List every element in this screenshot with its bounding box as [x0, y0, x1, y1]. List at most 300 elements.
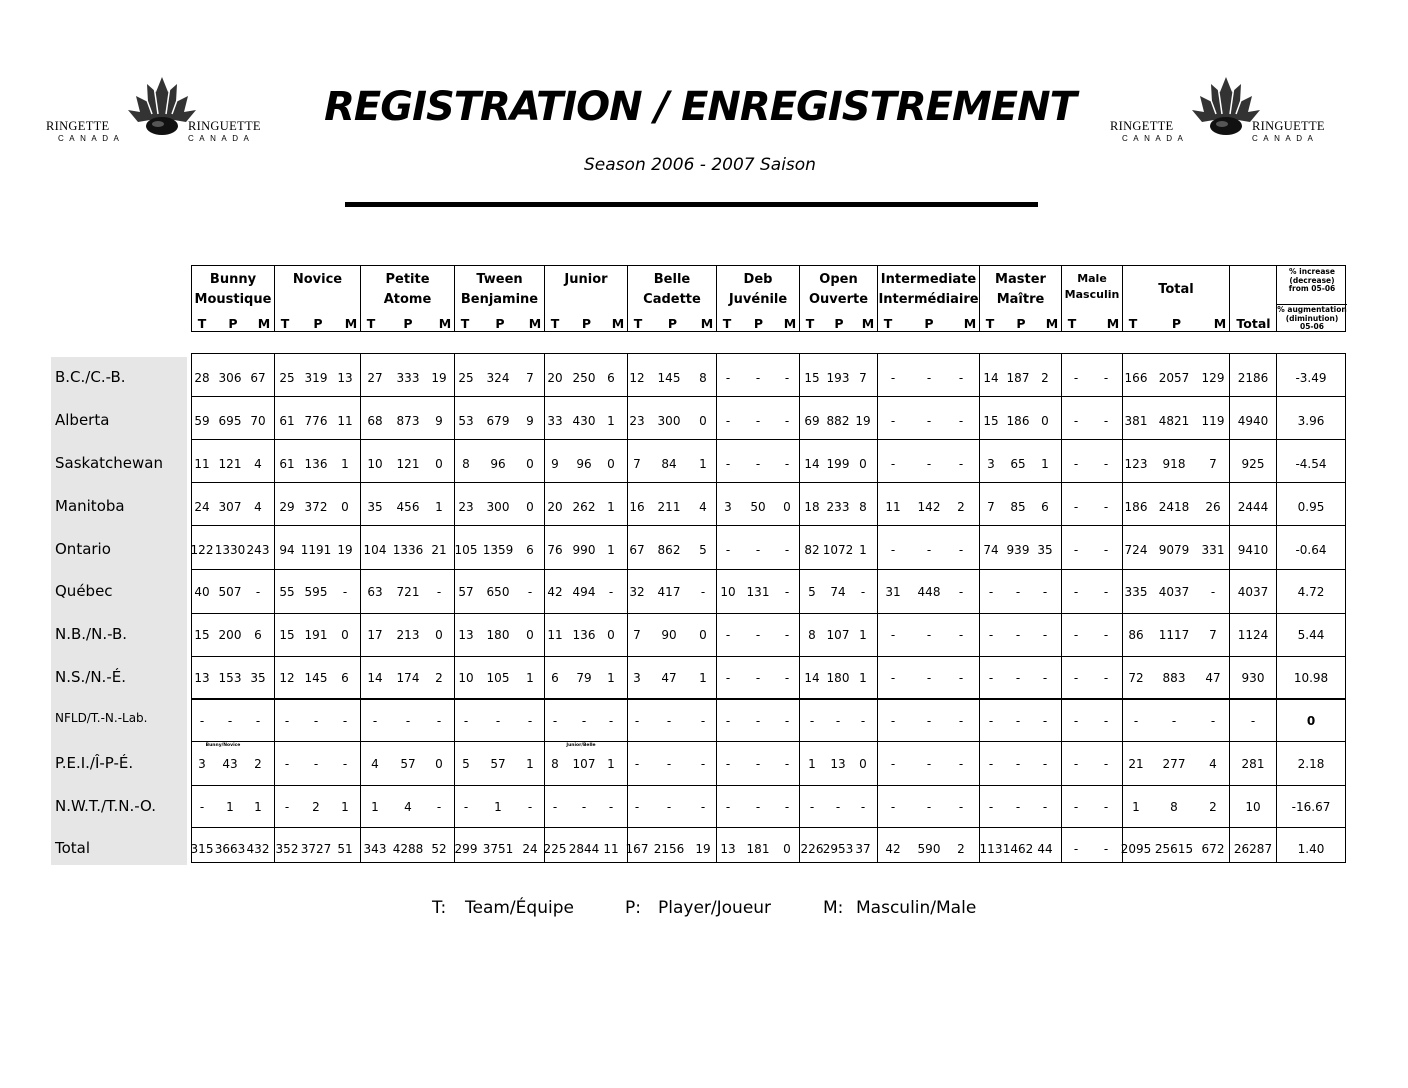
table-cell: 1336 [392, 543, 424, 557]
table-cell: 2844 [568, 842, 600, 856]
table-cell: - [463, 714, 469, 728]
table-cell: - [958, 371, 964, 385]
table-cell: 494 [572, 585, 596, 599]
table-cell: 145 [304, 671, 328, 685]
table-cell: 724 [1124, 543, 1148, 557]
table-cell: 63 [367, 585, 383, 599]
table-cell: 11 [547, 628, 563, 642]
table-cell: 6 [1041, 500, 1049, 514]
table-cell: 2.18 [1297, 757, 1325, 771]
table-cell: - [1042, 585, 1048, 599]
table-cell: 2156 [653, 842, 685, 856]
table-cell: - [755, 371, 761, 385]
table-cell: - [1042, 714, 1048, 728]
row-divider [192, 439, 1345, 440]
table-cell: - [1103, 543, 1109, 557]
table-cell: - [608, 800, 614, 814]
table-cell: 315 [190, 842, 214, 856]
table-cell: 121 [218, 457, 242, 471]
table-cell: 23 [458, 500, 474, 514]
table-cell: - [926, 714, 932, 728]
table-cell: - [958, 585, 964, 599]
table-cell: 10 [367, 457, 383, 471]
column-header-t: T [460, 316, 470, 331]
province-label: Total [55, 839, 91, 857]
table-cell: - [755, 714, 761, 728]
column-header-p: P [924, 316, 934, 331]
table-cell: - [926, 757, 932, 771]
table-cell: 1 [859, 671, 867, 685]
table-cell: 180 [486, 628, 510, 642]
ringette-canada-logo-left [44, 74, 280, 148]
table-cell: - [1073, 371, 1079, 385]
group-header [716, 266, 799, 331]
table-cell: 11 [337, 414, 353, 428]
table-cell: 51 [337, 842, 353, 856]
column-header-m: M [344, 316, 358, 331]
table-cell: - [890, 414, 896, 428]
province-label: N.W.T./T.N.-O. [55, 797, 157, 815]
table-cell: 1 [371, 800, 379, 814]
group-name: Belle Cadette [643, 272, 701, 307]
row-divider [192, 827, 1345, 828]
table-cell: - [552, 800, 558, 814]
table-cell: 862 [657, 543, 681, 557]
table-cell: 9410 [1237, 543, 1269, 557]
group-header [1061, 266, 1122, 331]
group-header [877, 266, 979, 331]
table-cell: 0 [1306, 714, 1316, 728]
logo-sub-right: CANADA [188, 134, 255, 143]
table-cell: 1072 [822, 543, 854, 557]
table-cell: 1 [699, 457, 707, 471]
pct-header-en: % increase (decrease) from 05-06 [1288, 267, 1336, 293]
table-cell: 47 [1205, 671, 1221, 685]
table-cell: 0 [341, 628, 349, 642]
table-cell: 105 [454, 543, 478, 557]
logo-sub-left: CANADA [58, 134, 125, 143]
table-cell: - [527, 585, 533, 599]
table-cell: - [1073, 714, 1079, 728]
table-cell: - [755, 757, 761, 771]
table-cell: 3 [724, 500, 732, 514]
table-cell: 2057 [1158, 371, 1190, 385]
table-cell: 14 [367, 671, 383, 685]
table-cell: - [835, 714, 841, 728]
table-cell: - [809, 714, 815, 728]
table-cell: 28 [194, 371, 210, 385]
table-cell: 5 [462, 757, 470, 771]
table-cell: 26 [1205, 500, 1221, 514]
table-cell: 94 [279, 543, 295, 557]
table-cell: 8 [808, 628, 816, 642]
table-cell: - [784, 714, 790, 728]
group-header [1122, 266, 1229, 331]
table-cell: 4 [254, 457, 262, 471]
table-cell: 42 [885, 842, 901, 856]
table-cell: 15 [194, 628, 210, 642]
table-cell: 82 [804, 543, 820, 557]
table-cell: 0 [435, 457, 443, 471]
column-header-t: T [280, 316, 290, 331]
table-cell: - [926, 800, 932, 814]
table-cell: - [227, 714, 233, 728]
table-cell: - [581, 800, 587, 814]
logo-sub-right: CANADA [1252, 134, 1319, 143]
row-divider [192, 613, 1345, 614]
column-header-p: P [495, 316, 505, 331]
table-cell: 85 [1010, 500, 1026, 514]
table-cell: - [988, 757, 994, 771]
table-cell: 0 [699, 414, 707, 428]
table-cell: - [860, 800, 866, 814]
column-header-p: P [667, 316, 678, 331]
table-cell: - [463, 800, 469, 814]
table-cell: 19 [431, 371, 447, 385]
table-cell: 42 [547, 585, 563, 599]
column-header-p: P [228, 316, 238, 331]
column-header-m: M [438, 316, 452, 331]
table-cell: 1191 [300, 543, 332, 557]
table-cell: 13 [458, 628, 474, 642]
table-cell: - [926, 543, 932, 557]
table-cell: 3 [987, 457, 995, 471]
table-cell: 10 [458, 671, 474, 685]
table-cell: 25 [279, 371, 295, 385]
table-cell: 307 [218, 500, 242, 514]
table-cell: -0.64 [1295, 543, 1327, 557]
table-cell: 129 [1201, 371, 1225, 385]
group-header [274, 266, 360, 331]
table-cell: 250 [572, 371, 596, 385]
table-cell: 14 [983, 371, 999, 385]
table-cell: 153 [218, 671, 242, 685]
table-cell: 17 [367, 628, 383, 642]
table-cell: 883 [1162, 671, 1186, 685]
table-cell: 925 [1241, 457, 1265, 471]
table-cell: 61 [279, 414, 295, 428]
table-cell: 9 [435, 414, 443, 428]
table-cell: 226 [800, 842, 824, 856]
table-cell: - [284, 714, 290, 728]
table-cell: 47 [661, 671, 677, 685]
table-cell: 90 [661, 628, 677, 642]
table-cell: - [1103, 457, 1109, 471]
table-cell: 324 [486, 371, 510, 385]
table-cell: - [755, 457, 761, 471]
row-divider [192, 656, 1345, 657]
column-header-m: M [1045, 316, 1059, 331]
table-cell: - [890, 457, 896, 471]
pct-change-header [1276, 266, 1347, 331]
table-cell: 6 [341, 671, 349, 685]
table-cell: 107 [572, 757, 596, 771]
table-cell: - [784, 585, 790, 599]
table-cell: 23 [629, 414, 645, 428]
table-cell: 70 [250, 414, 266, 428]
group-header [979, 266, 1061, 331]
table-cell: 5 [808, 585, 816, 599]
table-cell: - [1133, 714, 1139, 728]
table-cell: 456 [396, 500, 420, 514]
table-cell: 35 [367, 500, 383, 514]
table-cell: - [1103, 585, 1109, 599]
table-cell: 33 [547, 414, 563, 428]
group-name: Junior [564, 272, 608, 287]
table-cell: 186 [1124, 500, 1148, 514]
group-name: Intermediate Intermédiaire [878, 272, 979, 307]
table-cell: 0 [699, 628, 707, 642]
table-cell: 0 [783, 842, 791, 856]
group-name: Master Maître [995, 272, 1046, 307]
table-cell: 20 [547, 371, 563, 385]
table-cell: 18 [804, 500, 820, 514]
table-cell: 300 [486, 500, 510, 514]
table-cell: - [725, 628, 731, 642]
table-cell: 4821 [1158, 414, 1190, 428]
table-cell: - [755, 543, 761, 557]
table-cell: 1359 [482, 543, 514, 557]
table-cell: 650 [486, 585, 510, 599]
table-cell: - [958, 628, 964, 642]
table-cell: - [342, 585, 348, 599]
table-cell: 1 [607, 671, 615, 685]
table-cell: 11 [885, 500, 901, 514]
table-cell: 1 [254, 800, 262, 814]
table-cell: 1 [699, 671, 707, 685]
table-cell: - [725, 457, 731, 471]
province-label: N.B./N.-B. [55, 625, 128, 643]
table-cell: - [926, 628, 932, 642]
table-cell: 5.44 [1297, 628, 1325, 642]
table-cell: - [890, 800, 896, 814]
legend-text: Team/Équipe [465, 898, 574, 918]
season-subtitle: Season 2006 - 2007 Saison [584, 155, 816, 175]
table-cell: 96 [576, 457, 592, 471]
group-name: Total [1158, 282, 1194, 297]
table-cell: - [1073, 543, 1079, 557]
column-header-t: T [550, 316, 560, 331]
logo-sub-left: CANADA [1122, 134, 1189, 143]
table-cell: - [784, 757, 790, 771]
table-cell: 211 [657, 500, 681, 514]
group-name: Novice [292, 272, 343, 287]
table-cell: 1 [526, 757, 534, 771]
table-cell: 1 [607, 414, 615, 428]
table-cell: - [666, 714, 672, 728]
table-cell: 53 [458, 414, 474, 428]
table-cell: 50 [750, 500, 766, 514]
table-cell: 0 [526, 500, 534, 514]
province-label: Québec [55, 582, 113, 600]
table-cell: 25 [458, 371, 474, 385]
table-cell: - [784, 628, 790, 642]
table-cell: - [1073, 414, 1079, 428]
table-cell: 679 [486, 414, 510, 428]
table-cell: 930 [1241, 671, 1265, 685]
table-cell: 16 [629, 500, 645, 514]
table-cell: 191 [304, 628, 328, 642]
table-cell: - [1015, 671, 1021, 685]
table-cell: 193 [826, 371, 850, 385]
table-cell: 0 [1041, 414, 1049, 428]
column-header-t: T [633, 316, 643, 331]
table-cell: 72 [1128, 671, 1144, 685]
table-cell: 333 [396, 371, 420, 385]
table-cell: 187 [1006, 371, 1030, 385]
table-cell: 174 [396, 671, 420, 685]
table-cell: - [890, 543, 896, 557]
table-cell: 21 [431, 543, 447, 557]
table-cell: 84 [661, 457, 677, 471]
table-cell: - [527, 800, 533, 814]
table-cell: - [725, 714, 731, 728]
table-cell: 13 [720, 842, 736, 856]
group-name: Deb Juvénile [728, 272, 788, 307]
column-header-m: M [861, 316, 875, 331]
table-cell: 57 [400, 757, 416, 771]
table-cell: - [988, 800, 994, 814]
table-cell: 1 [1132, 800, 1140, 814]
table-cell: 123 [1124, 457, 1148, 471]
table-cell: - [784, 414, 790, 428]
table-cell: 96 [490, 457, 506, 471]
table-cell: - [495, 714, 501, 728]
table-cell: 0 [526, 457, 534, 471]
table-cell: 107 [826, 628, 850, 642]
legend-key: T: [432, 898, 447, 918]
table-cell: 1 [859, 628, 867, 642]
table-cell: 121 [396, 457, 420, 471]
group-header [544, 266, 627, 331]
table-cell: 105 [486, 671, 510, 685]
province-column-background [51, 357, 187, 865]
table-cell: 1 [435, 500, 443, 514]
table-cell: - [284, 800, 290, 814]
table-cell: 0 [783, 500, 791, 514]
table-cell: - [860, 585, 866, 599]
table-cell: 131 [746, 585, 770, 599]
table-cell: 0.95 [1297, 500, 1325, 514]
row-divider [192, 785, 1345, 786]
table-cell: 13 [830, 757, 846, 771]
table-cell: - [581, 714, 587, 728]
table-cell: 448 [917, 585, 941, 599]
table-cell: 1124 [1237, 628, 1269, 642]
table-cell: - [313, 714, 319, 728]
table-cell: 119 [1201, 414, 1225, 428]
table-cell: - [405, 714, 411, 728]
table-cell: 7 [526, 371, 534, 385]
table-cell: - [199, 714, 205, 728]
table-cell: 4037 [1158, 585, 1190, 599]
column-header-t: T [1067, 316, 1077, 331]
table-cell: 20 [547, 500, 563, 514]
table-cell: - [1073, 457, 1079, 471]
table-cell: 7 [1209, 628, 1217, 642]
province-label: Ontario [55, 540, 111, 558]
table-cell: 299 [454, 842, 478, 856]
table-cell: - [552, 714, 558, 728]
group-name: Petite Atome [383, 272, 432, 307]
table-cell: - [608, 585, 614, 599]
table-cell: 695 [218, 414, 242, 428]
table-cell: 4 [1209, 757, 1217, 771]
row-divider [192, 569, 1345, 570]
table-cell: 5 [699, 543, 707, 557]
table-cell: - [1073, 842, 1079, 856]
group-name: Male Masculin [1064, 272, 1120, 301]
table-cell: 19 [337, 543, 353, 557]
table-cell: - [755, 628, 761, 642]
table-cell: 7 [633, 628, 641, 642]
row-divider [192, 525, 1345, 526]
table-cell: - [755, 414, 761, 428]
table-cell: 4940 [1237, 414, 1269, 428]
table-cell: 199 [826, 457, 850, 471]
table-cell: 319 [304, 371, 328, 385]
table-cell: - [784, 671, 790, 685]
table-cell: - [725, 757, 731, 771]
table-cell: - [1103, 714, 1109, 728]
legend-key: P: [625, 898, 641, 918]
table-cell: 7 [987, 500, 995, 514]
group-header [454, 266, 544, 331]
table-cell: - [342, 714, 348, 728]
table-cell: - [725, 414, 731, 428]
column-header-p: P [1171, 316, 1182, 331]
table-cell: - [700, 585, 706, 599]
table-cell: 1462 [1002, 842, 1034, 856]
province-label: Alberta [55, 411, 110, 429]
table-cell: 595 [304, 585, 328, 599]
province-label: B.C./C.-B. [55, 368, 126, 386]
row-divider [192, 396, 1345, 397]
table-cell: 776 [304, 414, 328, 428]
table-cell: - [1015, 628, 1021, 642]
table-cell: 1 [1041, 457, 1049, 471]
table-cell: 7 [859, 371, 867, 385]
table-cell: 0 [859, 457, 867, 471]
table-cell: 2 [312, 800, 320, 814]
table-cell: 306 [218, 371, 242, 385]
table-cell: 6 [526, 543, 534, 557]
pct-header-fr: % augmentation (diminution) 05-06 [1277, 305, 1347, 331]
legend-key: M: [823, 898, 844, 918]
table-cell: - [1042, 628, 1048, 642]
table-cell: - [809, 800, 815, 814]
table-cell: 200 [218, 628, 242, 642]
table-cell: 0 [526, 628, 534, 642]
table-cell: - [1042, 800, 1048, 814]
table-cell: - [527, 714, 533, 728]
column-header-p: P [403, 316, 413, 331]
table-cell: 142 [917, 500, 941, 514]
pei-note-bunny: Bunny/Novice [205, 743, 241, 748]
table-cell: - [1103, 671, 1109, 685]
table-cell: 55 [279, 585, 295, 599]
column-header-p: P [753, 316, 764, 331]
table-cell: - [1210, 585, 1216, 599]
logo-text-right: RINGUETTE [188, 119, 261, 133]
table-cell: 180 [826, 671, 850, 685]
table-cell: 1 [808, 757, 816, 771]
table-cell: 2953 [822, 842, 854, 856]
table-cell: - [926, 457, 932, 471]
table-cell: 15 [804, 371, 820, 385]
table-cell: - [890, 628, 896, 642]
table-cell: - [1103, 414, 1109, 428]
